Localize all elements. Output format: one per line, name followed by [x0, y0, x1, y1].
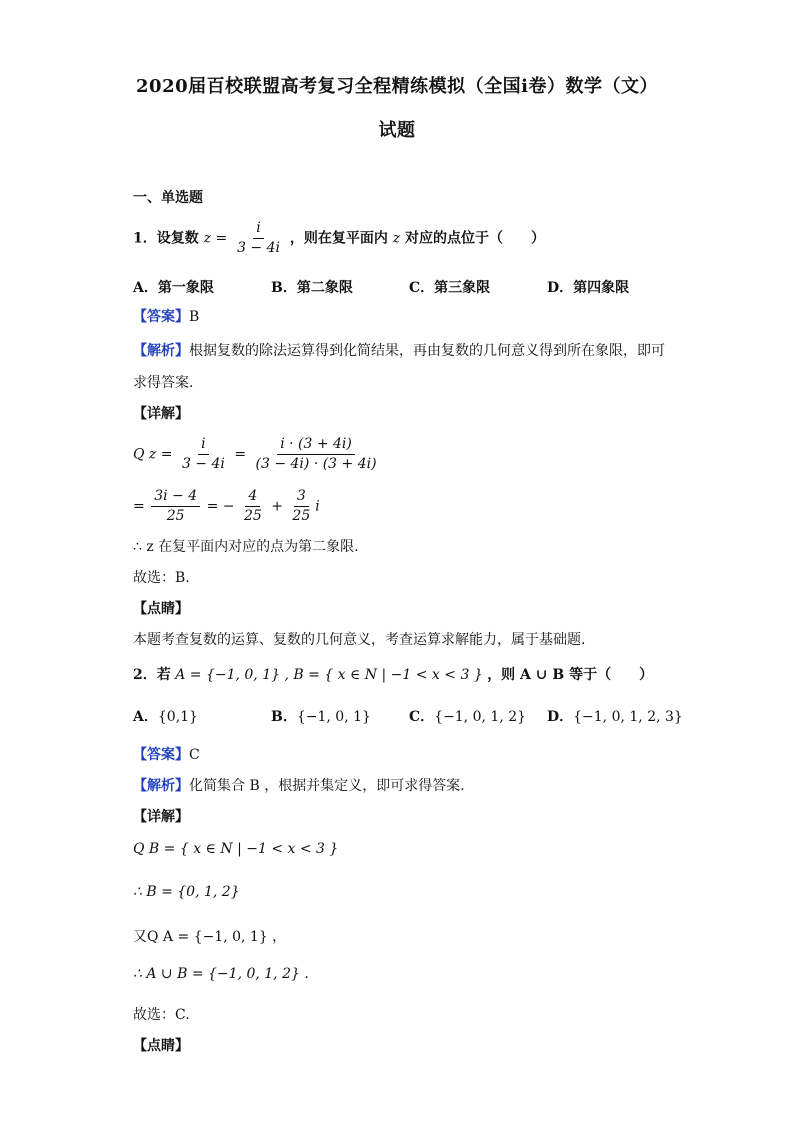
q2-answer-value: C: [189, 747, 200, 763]
q1-step1-f2-den: (3 − 4i) · (3 + 4i): [255, 456, 377, 472]
q1-step2-frac-3: [289, 488, 313, 525]
q1-step2-eq1: =: [133, 498, 145, 515]
q1-z-eq: z =: [203, 230, 228, 247]
q1-option-c: C．第三象限: [409, 280, 491, 296]
q2-stem-suffix: ，则 A ∪ B 等于（ ）: [487, 667, 654, 683]
q1-step2-f3-num: 3: [294, 488, 309, 507]
q2-stem-math: A = {−1, 0, 1} , B = { x ∈ N | −1 < x < 3 }: [175, 667, 483, 683]
q1-step1-f1-den: 3 − 4i: [181, 456, 225, 472]
q2-answer: [133, 744, 200, 764]
q2-option-a: [133, 706, 271, 726]
q1-analysis-cont: 求得答案.: [133, 375, 194, 391]
q2-option-d-prefix: D．: [547, 709, 574, 725]
q2-analysis-text: 化简集合 B ，根据并集定义，即可求得答案.: [189, 778, 465, 794]
q1-step2-frac-2: [241, 488, 265, 525]
q1-step2-plus: +: [271, 498, 283, 515]
q1-step2-frac-1: [151, 488, 200, 525]
q2-option-c: [409, 706, 547, 726]
q1-z: z: [392, 230, 401, 247]
q1-option-a: A．第一象限: [133, 280, 214, 296]
q2-step-1: Q B = { x ∈ N | −1 < x < 3 }: [133, 841, 339, 857]
q1-option-d: D．第四象限: [547, 280, 630, 296]
q2-option-b-math: {−1, 0, 1}: [296, 709, 371, 725]
q1-analysis-text-1: 根据复数的除法运算得到化简结果，再由复数的几何意义得到所在象限，即可: [189, 343, 665, 359]
q1-step1-f1-num: i: [198, 436, 208, 455]
q2-detail-label: 【详解】: [133, 809, 189, 825]
q1-step2-f2-den: 25: [243, 508, 262, 524]
q2-option-d-math: {−1, 0, 1, 2, 3}: [573, 709, 683, 725]
title-line-1: 2020届百校联盟高考复习全程精练模拟（全国i卷）数学（文）: [136, 76, 658, 97]
q2-answer-label: 【答案】: [133, 747, 189, 763]
q1-choose: 故选：B.: [133, 570, 190, 586]
q2-analysis: [133, 775, 465, 795]
q1-answer-value: B: [189, 309, 200, 325]
q2-stem-prefix: 2．若: [133, 667, 171, 683]
q1-frac-num: i: [253, 220, 263, 239]
q1-step-1: [133, 436, 382, 473]
q1-step1-prefix: Q z =: [133, 446, 173, 463]
q1-fraction: [234, 220, 283, 257]
q1-step2-f1-num: 3i − 4: [151, 488, 200, 507]
q2-stem: [133, 664, 653, 684]
q1-frac-den: 3 − 4i: [237, 240, 280, 256]
q2-comment-label: 【点睛】: [133, 1038, 189, 1054]
q1-options: [133, 277, 685, 297]
q1-conclusion: ∴ z 在复平面内对应的点为第二象限.: [133, 539, 359, 555]
q1-stem: [133, 220, 545, 257]
q2-step-4: ∴ A ∪ B = {−1, 0, 1, 2} .: [133, 966, 309, 982]
q2-analysis-label: 【解析】: [133, 778, 189, 794]
q1-answer-label: 【答案】: [133, 309, 189, 325]
q1-step1-frac-2: [253, 436, 380, 473]
q1-answer: [133, 306, 199, 326]
q2-option-b: [271, 706, 409, 726]
q2-option-d: [547, 706, 685, 726]
q2-choose: 故选：C.: [133, 1007, 190, 1023]
q1-analysis: [133, 340, 665, 360]
q1-step2-f1-den: 25: [166, 508, 185, 524]
q1-step2-f3-den: 25: [292, 508, 311, 524]
q2-option-a-prefix: A．: [133, 709, 158, 725]
q1-step2-f2-num: 4: [245, 488, 260, 507]
q2-option-c-math: {−1, 0, 1, 2}: [434, 709, 527, 725]
q1-comment-text: 本题考查复数的运算、复数的几何意义，考查运算求解能力，属于基础题.: [133, 632, 586, 648]
q1-analysis-label: 【解析】: [133, 343, 189, 359]
q2-option-b-prefix: B．: [271, 709, 297, 725]
q2-options: [133, 706, 685, 726]
q2-option-c-prefix: C．: [409, 709, 435, 725]
q1-prefix: 1．设复数: [133, 230, 199, 247]
q1-step1-eq: =: [234, 446, 247, 463]
q1-step-2: [133, 488, 320, 525]
q2-option-a-math: {0,1}: [157, 709, 198, 725]
q1-suffix-b: 对应的点位于（ ）: [405, 230, 546, 247]
q1-step1-frac-1: [179, 436, 228, 473]
q1-option-b: B．第二象限: [271, 280, 353, 296]
q1-suffix-a: ，则在复平面内: [289, 230, 388, 247]
q2-step-3: 又Q A = {−1, 0, 1} ，: [133, 929, 287, 945]
q1-detail-label: 【详解】: [133, 406, 189, 422]
q2-step-2: ∴ B = {0, 1, 2}: [133, 884, 240, 900]
title-line-2: 试题: [378, 120, 416, 141]
q1-comment-label: 【点睛】: [133, 601, 189, 617]
q1-step1-f2-num: i · (3 + 4i): [277, 436, 355, 455]
section-heading: 一、单选题: [133, 190, 203, 206]
q1-step2-eq2: = −: [206, 498, 235, 515]
q1-step2-i: i: [315, 498, 320, 515]
